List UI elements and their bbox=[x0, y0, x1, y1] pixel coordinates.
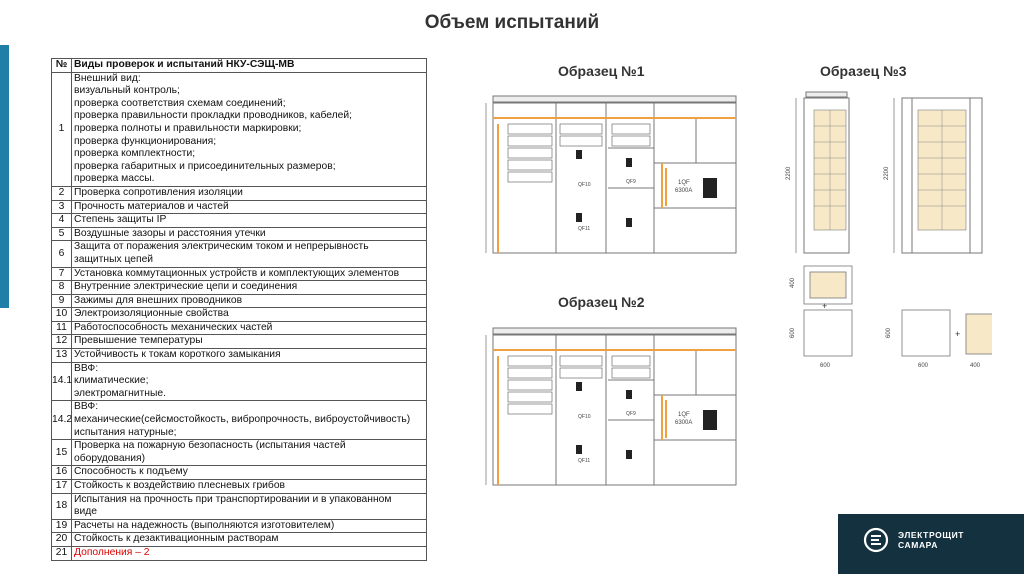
table-row bbox=[52, 241, 427, 267]
row-line: Превышение температуры bbox=[74, 335, 203, 347]
sample-3-title: Образец №3 bbox=[820, 63, 907, 79]
sample-2-drawing bbox=[478, 320, 742, 492]
logo-text bbox=[898, 530, 964, 550]
table-row bbox=[52, 349, 427, 363]
row-text bbox=[72, 546, 427, 560]
table-row bbox=[52, 186, 427, 200]
table-row bbox=[52, 533, 427, 547]
row-number: 14.1 bbox=[52, 362, 72, 401]
table-row bbox=[52, 308, 427, 322]
row-line: Способность к подъему bbox=[74, 466, 188, 478]
row-number: 21 bbox=[52, 546, 72, 560]
table-row bbox=[52, 214, 427, 228]
row-line: проверка полноты и правильности маркировки; bbox=[74, 122, 302, 134]
row-text bbox=[72, 401, 427, 440]
table-row bbox=[52, 519, 427, 533]
dim-width-right: 400 bbox=[970, 363, 981, 369]
table-row bbox=[52, 546, 427, 560]
dim-width-mid: 600 bbox=[918, 363, 929, 369]
dim-height-left: 2200 bbox=[786, 166, 792, 180]
row-text bbox=[72, 72, 427, 186]
logo-line1: ЭЛЕКТРОЩИТ bbox=[898, 530, 965, 540]
row-line: проверка массы. bbox=[74, 173, 155, 185]
row-number: 12 bbox=[52, 335, 72, 349]
row-line: ВВФ: bbox=[74, 401, 99, 413]
row-number: 15 bbox=[52, 440, 72, 466]
row-line: Прочность материалов и частей bbox=[74, 200, 229, 212]
label-1qf: 1QF bbox=[678, 412, 690, 418]
table-row bbox=[52, 200, 427, 214]
sample-1-title: Образец №1 bbox=[558, 63, 645, 79]
row-line: Зажимы для внешних проводников bbox=[74, 294, 243, 306]
row-line: Защита от поражения электрическим током и непрерывность bbox=[74, 241, 369, 253]
table-row bbox=[52, 321, 427, 335]
label-rating: 6300A bbox=[675, 188, 693, 194]
row-line: Стойкость к воздействию плесневых грибов bbox=[74, 480, 286, 491]
row-text bbox=[72, 362, 427, 401]
row-line: Стойкость к дезактивационным растворам bbox=[74, 533, 279, 545]
table-row bbox=[52, 281, 427, 295]
label-qf10: QF10 bbox=[578, 182, 591, 188]
row-line: Внешний вид: bbox=[74, 72, 141, 84]
row-number: 16 bbox=[52, 466, 72, 480]
table-row bbox=[52, 401, 427, 440]
row-line: ВВФ: bbox=[74, 362, 99, 374]
row-number: 11 bbox=[52, 321, 72, 335]
row-line: Проверка на пожарную безопасность (испытания частей bbox=[74, 440, 346, 452]
row-text bbox=[72, 214, 427, 228]
row-line: оборудования) bbox=[74, 452, 146, 464]
row-text bbox=[72, 533, 427, 547]
row-text bbox=[72, 466, 427, 480]
row-number: 6 bbox=[52, 241, 72, 267]
table-row bbox=[52, 267, 427, 281]
row-number: 9 bbox=[52, 294, 72, 308]
sample-2-title: Образец №2 bbox=[558, 294, 645, 310]
row-number: 14.2 bbox=[52, 401, 72, 440]
row-line: виде bbox=[74, 506, 97, 518]
row-number: 20 bbox=[52, 533, 72, 547]
label-qf11: QF11 bbox=[578, 226, 591, 232]
row-line: электромагнитные. bbox=[74, 387, 166, 399]
row-line: Испытания на прочность при транспортировании и в упакованном bbox=[74, 493, 392, 505]
row-text bbox=[72, 308, 427, 322]
logo-line2: САМАРА bbox=[898, 540, 938, 550]
tests-table bbox=[51, 58, 427, 561]
accent-bar bbox=[0, 45, 9, 308]
row-number: 18 bbox=[52, 493, 72, 519]
dim-width-left: 600 bbox=[820, 363, 831, 369]
row-text bbox=[72, 294, 427, 308]
row-line: испытания натурные; bbox=[74, 426, 177, 438]
row-number: 13 bbox=[52, 349, 72, 363]
dim-depth-top: 400 bbox=[790, 277, 796, 288]
plus-sign-1: + bbox=[822, 301, 828, 311]
label-rating: 6300A bbox=[675, 420, 693, 426]
row-line: Устойчивость к токам короткого замыкания bbox=[74, 349, 281, 361]
row-line: Расчеты на надежность (выполняются изготовителем) bbox=[74, 519, 335, 531]
dim-depth-left: 600 bbox=[790, 327, 796, 338]
table-header-row bbox=[52, 59, 427, 73]
row-number: 4 bbox=[52, 214, 72, 228]
row-line: Электроизоляционные свойства bbox=[74, 308, 229, 320]
plan-views bbox=[804, 266, 992, 356]
row-text bbox=[72, 493, 427, 519]
header-num: № bbox=[52, 59, 72, 73]
row-line: Проверка сопротивления изоляции bbox=[74, 186, 243, 198]
page-title: Объем испытаний bbox=[424, 12, 600, 33]
header-name: Виды проверок и испытаний НКУ-СЭЩ-МВ bbox=[72, 59, 427, 73]
row-text bbox=[72, 519, 427, 533]
table-row bbox=[52, 480, 427, 494]
row-text bbox=[72, 267, 427, 281]
table-row bbox=[52, 335, 427, 349]
row-text bbox=[72, 186, 427, 200]
row-text bbox=[72, 227, 427, 241]
row-number: 10 bbox=[52, 308, 72, 322]
row-text bbox=[72, 321, 427, 335]
module-grid bbox=[814, 110, 966, 230]
row-text bbox=[72, 349, 427, 363]
row-line: проверка габаритных и присоединительных размеров; bbox=[74, 160, 336, 172]
table-row bbox=[52, 466, 427, 480]
company-logo bbox=[838, 514, 1024, 574]
label-qf9: QF9 bbox=[626, 179, 636, 185]
row-number: 1 bbox=[52, 72, 72, 186]
sample-3-drawing bbox=[782, 88, 992, 378]
row-line: проверка функционирования; bbox=[74, 135, 217, 147]
row-number: 17 bbox=[52, 480, 72, 494]
table-row bbox=[52, 493, 427, 519]
plus-sign-2: + bbox=[955, 329, 961, 339]
row-number: 8 bbox=[52, 281, 72, 295]
row-number: 2 bbox=[52, 186, 72, 200]
row-line: Установка коммутационных устройств и комплектующих элементов bbox=[74, 267, 400, 279]
row-line: Воздушные зазоры и расстояния утечки bbox=[74, 227, 266, 239]
row-line: Степень защиты IP bbox=[74, 214, 167, 226]
row-line: визуальный контроль; bbox=[74, 85, 180, 97]
table-row bbox=[52, 227, 427, 241]
table-body bbox=[52, 72, 427, 560]
row-line: проверка правильности прокладки проводников, кабелей; bbox=[74, 110, 353, 122]
table-row bbox=[52, 294, 427, 308]
row-text bbox=[72, 200, 427, 214]
row-text bbox=[72, 335, 427, 349]
label-1qf: 1QF bbox=[678, 180, 690, 186]
row-line: механические(сейсмостойкость, вибропрочность, виброустойчивость) bbox=[74, 414, 411, 426]
row-line: защитных цепей bbox=[74, 253, 154, 265]
sample-1-drawing bbox=[478, 88, 742, 260]
table-row bbox=[52, 362, 427, 401]
row-number: 5 bbox=[52, 227, 72, 241]
row-line: проверка соответствия схемам соединений; bbox=[74, 97, 286, 109]
row-text bbox=[72, 241, 427, 267]
row-text bbox=[72, 480, 427, 494]
row-number: 3 bbox=[52, 200, 72, 214]
row-text bbox=[72, 281, 427, 295]
dim-depth-right: 600 bbox=[886, 327, 892, 338]
row-number: 19 bbox=[52, 519, 72, 533]
table-row bbox=[52, 72, 427, 186]
row-text bbox=[72, 440, 427, 466]
row-line: Внутренние электрические цепи и соединения bbox=[74, 281, 298, 293]
dim-height-right: 2200 bbox=[884, 166, 890, 180]
row-line: климатические; bbox=[74, 375, 149, 387]
table-row bbox=[52, 440, 427, 466]
logo-mark-icon bbox=[862, 526, 890, 554]
row-line: Работоспособность механических частей bbox=[74, 321, 273, 333]
row-line: проверка комплектности; bbox=[74, 148, 196, 160]
row-line: Дополнения – 2 bbox=[74, 546, 150, 558]
label-qf9: QF9 bbox=[626, 411, 636, 417]
row-number: 7 bbox=[52, 267, 72, 281]
label-qf11: QF11 bbox=[578, 458, 591, 464]
label-qf10: QF10 bbox=[578, 414, 591, 420]
